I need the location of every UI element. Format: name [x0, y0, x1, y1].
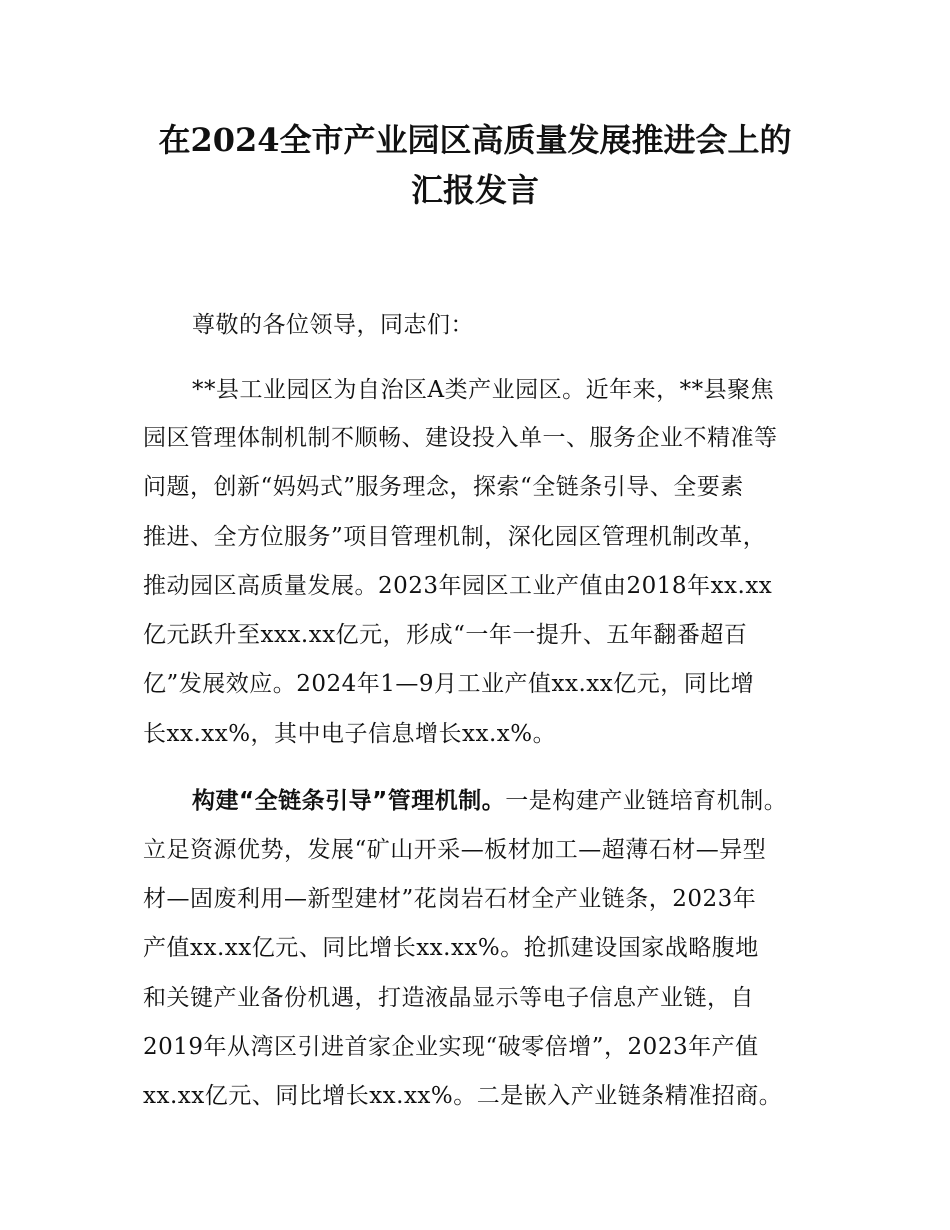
salutation: 尊敬的各位领导，同志们： [192, 312, 474, 338]
paragraph-2-first-line [192, 786, 787, 816]
paragraph-2-line: 和关键产业备份机遇，打造液晶显示等电子信息产业链，自 [143, 985, 754, 1011]
paragraph-2-line: 2019年从湾区引进首家企业实现“破零倍增”，2023年产值 [143, 1034, 759, 1060]
paragraph-1-line: 推进、全方位服务”项目管理机制，深化园区管理机制改革， [143, 524, 767, 550]
paragraph-2-first-rest: 一是构建产业链培育机制。 [505, 788, 788, 814]
paragraph-2-line: 立足资源优势，发展“矿山开采—板材加工—超薄石材—异型 [143, 837, 767, 863]
section-heading: 构建“全链条引导”管理机制。 [192, 788, 506, 814]
paragraph-1-line: 问题，创新“妈妈式”服务理念，探索“全链条引导、全要素 [143, 474, 744, 500]
paragraph-1-line: 园区管理体制机制不顺畅、建设投入单一、服务企业不精准等 [143, 425, 778, 451]
paragraph-2-line: 材—固废利用—新型建材”花岗岩石材全产业链条，2023年 [143, 886, 757, 912]
paragraph-2-line: 产值xx.xx亿元、同比增长xx.xx%。抢抓建设国家战略腹地 [143, 935, 759, 961]
paragraph-1-line: 推动园区高质量发展。2023年园区工业产值由2018年xx.xx [143, 573, 773, 599]
paragraph-2-line: xx.xx亿元、同比增长xx.xx%。二是嵌入产业链条精准招商。 [143, 1083, 783, 1109]
title-line-2: 汇报发言 [410, 171, 539, 209]
paragraph-1-line: 亿”发展效应。2024年1—9月工业产值xx.xx亿元，同比增 [143, 671, 755, 697]
title-line-1: 在2024全市产业园区高质量发展推进会上的 [158, 121, 792, 159]
paragraph-1-line: 亿元跃升至xxx.xx亿元，形成“一年一提升、五年翻番超百 [143, 622, 748, 648]
document-title [120, 115, 830, 215]
paragraph-1-line: 长xx.xx%，其中电子信息增长xx.x%。 [143, 721, 557, 747]
paragraph-1-line: **县工业园区为自治区A类产业园区。近年来，**县聚焦 [192, 377, 775, 403]
